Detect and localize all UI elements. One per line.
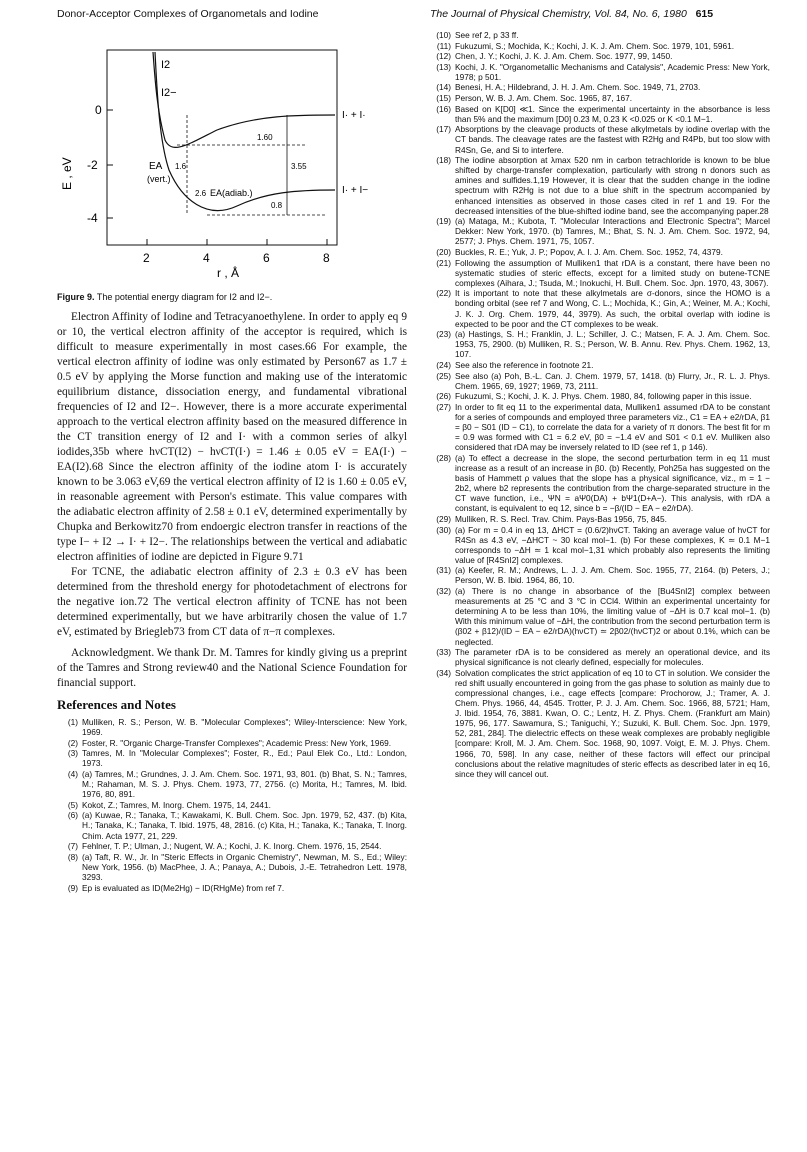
reference-text: Chen, J. Y.; Kochi, J. K. J. Am. Chem. Soc. 1977, 99, 1450. [455,51,673,62]
reference-item [430,586,770,647]
reference-number: (3) [67,748,78,759]
reference-number: (34) [436,667,451,678]
reference-item [430,360,770,370]
x-tick-label-4: 4 [203,251,210,265]
reference-item [57,717,407,737]
reference-text: (a) Keefer, R. M.; Andrews, L. J. J. Am. Chem. Soc. 1955, 77, 2164. (b) Peters, J.; Person, W. B. Ibid. 1964, 86, 10. [455,565,770,586]
left-column [57,30,407,893]
reference-text: See also (a) Poh, B.-L. Can. J. Chem. 1979, 57, 1418. (b) Flurry, Jr., R. L. J. Phys. Chem. 1965, 69, 1927; 1969, 73, 2111. [455,370,770,391]
reference-item [57,738,407,748]
reference-text: See ref 2, p 33 ff. [455,30,519,40]
reference-text: (a) Hastings, S. H.; Franklin, J. L.; Schiller, J. C.; Matsen, F. A. J. Am. Chem. Soc. 1953, 75, 2900. (b) Mulliken, R. S.; Person, W. B. Annu. Rev. Phys. Chem. 1962, 13, 107. [455,329,770,360]
reference-number: (29) [436,513,451,524]
reference-text: Based on K[D0] ≪1. Since the experimental uncertainty in the absorbance is less than 5% and the maximum [D0] 0.23 M, 0.23 K <0.025 or K <0.1 M−1. [455,103,770,124]
reference-text: Absorptions by the cleavage products of these alkylmetals by iodine overlap with the CT bands. The cleavage rates are the fastest with R2Hg and R4Pb, but too slow with R4Sn, Ge, and Si to interfere. [455,124,770,155]
reference-number: (10) [436,30,451,40]
reference-item [430,258,770,288]
reference-text: (a) For m = 0.4 in eq 13, ΔHCT = (0.6/2)hνCT. Taking an average value of hνCT for R4Sn as 4.3 eV, −ΔHCT ~ 30 kcal mol−1. (b) For these complexes, K ≃ 0.1 M−1 corresponds to −ΔH ≃ 1 kcal mol−1,31 which probably also represents the limiting value of [R4SnI2] complexes. [455,524,770,565]
reference-item [57,748,407,768]
value-160: 1.60 [257,133,273,142]
reference-text: It is important to note that these alkylmetals are σ-donors, since the HOMO is a bonding orbital (see ref 7 and Wong, C. L.; Mochida, K.; Gin, A.; Weiner, M. A.; Kochi, J. K. J. Org. Chem. 1979, 44, 3979). As such, the orbital overlap with iodine is expected to be poor and the CT complexes to be weak. [455,288,770,329]
reference-text: In order to fit eq 11 to the experimental data, Mulliken1 assumed rDA to be constant for a series of compounds and employed three parameters viz., C1 = EA + e2/rDA, β1 = β0 − S01 (ID − C1), to correlate the data for a variety of π donors. The best fit for m = 0.9 was formed with C1 = 6.2 eV, β0 = −1.4 eV and S01 < 0.1 eV. Mulliken also considered that rDA may be inversely related to ID (see ref 1, p 146). [455,401,770,453]
reference-item [430,104,770,124]
body-text [57,310,407,691]
reference-item [430,402,770,452]
reference-number: (24) [436,360,451,370]
curve-label-i2: I2 [161,59,171,71]
reference-item [430,30,770,40]
reference-item [430,93,770,103]
reference-number: (17) [436,124,451,135]
reference-item [430,51,770,61]
reference-number: (26) [436,391,451,402]
reference-number: (14) [436,82,451,93]
reference-number: (33) [436,647,451,658]
reference-text: Person, W. B. J. Am. Chem. Soc. 1965, 87, 167. [455,93,633,104]
reference-text: Benesi, H. A.; Hildebrand, J. H. J. Am. Chem. Soc. 1949, 71, 2703. [455,82,701,93]
paragraph-tcne: For TCNE, the adiabatic electron affinity of 2.3 ± 0.3 eV has been determined from the threshold energy for photodetachment of electrons for the negative ion.72 The vertical electron affinity of TCNE has not been determined experimentally, but we have arbitrarily chosen the value of 1.7 eV, estimated by Briegleb73 from CT data of π−π complexes. [57,566,407,638]
reference-number: (22) [436,288,451,299]
reference-number: (7) [67,841,78,852]
reference-item [430,247,770,257]
reference-number: (21) [436,257,451,268]
reference-text: Buckles, R. E.; Yuk, J. P.; Popov, A. I. J. Am. Chem. Soc. 1952, 74, 4379. [455,246,723,257]
reference-text: Solvation complicates the strict application of eq 10 to CT in solution. We consider the red shift usually encountered in going from the gas phase to solution as mainly due to compressional changes, i.e., cage effects [compare: Prochorow, J.; Tramer, A. J. Chem. Phys. 1966, 44, 4545. Trotter, P. J. J. Am. Chem. Soc. 1966, 88, 5721; Ham, J. Ibid. 1954, 76, 3881. Kwan, O. C.; Lentz, H. Z. Phys. Chem. (Frankfurt am Main) 1975, 96, 177. Sawamura, S.; Taniguchi, Y.; Suzuki, K. Bull. Chem. Soc. Jpn. 1979, 52, 281, 284]. The dielectric effects on these weak complexes are probably negligible [compare: Kroll, M. J. Am. Chem. Soc. 1968, 90, 1097. Voigt, E. M. J. Phys. Chem. 1966, 70, 598]. In any case, neither of these factors will effect our principal conclusions about the relative magnitudes of steric effects as described later in eq 16, since they will cancel out. [455,667,770,779]
reference-text: Fukuzumi, S.; Kochi, J. K. J. Phys. Chem. 1980, 84, following paper in this issue. [455,391,752,402]
y-axis-label: E , eV [60,157,74,190]
figure-9 [57,30,407,290]
journal-citation: The Journal of Physical Chemistry, Vol. 84, No. 6, 1980 [430,8,687,20]
reference-item [430,647,770,667]
reference-item [57,852,407,882]
reference-text: Fukuzumi, S.; Mochida, K.; Kochi, J. K. J. Am. Chem. Soc. 1979, 101, 5961. [455,40,734,51]
asymptote-label-neutral: I· + I· [342,110,366,121]
reference-text: The iodine absorption at λmax 520 nm in carbon tetrachloride is known to be blue shifted by charge-transfer complexation, particularly with strong n donors such as amines and sulfides.1,19 However, it is clear that the sudden change in the iodine spectrum with R2Hg is not due to a blue shift in the spectrum accompanied by enhanced intensities as observed in those cases cited in ref 1 and 19. For the decreased intensities of the blue-shifted iodine band, see the accompanying paper.28 [455,155,770,216]
reference-item [430,391,770,401]
reference-item [430,565,770,585]
reference-item [57,800,407,810]
reference-item [430,82,770,92]
reference-text: Kokot, Z.; Tamres, M. Inorg. Chem. 1975, 14, 2441. [82,799,271,810]
reference-text: Kochi, J. K. "Organometallic Mechanisms and Catalysis", Academic Press: New York, 1978; p 501. [455,61,770,82]
reference-item [430,288,770,328]
reference-text: Mulliken, R. S. Recl. Trav. Chim. Pays-Bas 1956, 75, 845. [455,513,667,524]
reference-number: (1) [67,717,78,727]
reference-text: Following the assumption of Mulliken1 that rDA is a constant, there have been no systematic studies of steric effects, except for a limited study on butene-TCNE complexes (Aihara, J.; Tsuda, M.; Inokuchi, H. Bull. Chem. Soc. Jpn. 1970, 43, 3067). [455,257,770,288]
reference-text: (a) To effect a decrease in the slope, the second perturbation term in eq 11 must increase as a result of an increase in β0. (b) Recently, Poh25a has suggested on the basis of Hammett ρ values that the slope has a physical significance, viz., m = 1 − 2b2, where b2 represents the contribution from the charge-separated structure in the CT wave function, i.e., ΨN = aΨ0(DA) + bΨ1(D+A−). This analysis, with rDA a constant, is equivalent to eq 12, since b = −β/(ID − EA − e2/rDA). [455,452,770,514]
reference-number: (13) [436,61,451,72]
reference-item [430,155,770,216]
reference-text: (a) Tamres, M.; Grundnes, J. J. Am. Chem. Soc. 1971, 93, 801. (b) Bhat, S. N.; Tamres, M.; Rahaman, M. S. J. Phys. Chem. 1973, 77, 2756. (c) Morita, H.; Tamres, M. Ibid. 1976, 80, 891. [82,768,407,800]
reference-item [430,124,770,154]
x-axis-label: r , Å [217,266,240,280]
reference-number: (4) [67,768,78,779]
reference-item [430,371,770,391]
reference-item [430,453,770,514]
value-08: 0.8 [271,201,283,210]
references-list-right [430,30,770,779]
reference-number: (31) [436,565,451,576]
reference-item [57,841,407,851]
reference-number: (32) [436,586,451,597]
references-list-left [57,717,407,893]
reference-number: (15) [436,93,451,104]
x-tick-label-2: 2 [143,251,150,265]
i2-anion-curve [155,52,335,211]
x-tick-label-8: 8 [323,251,330,265]
reference-text: See also the reference in footnote 21. [455,360,594,370]
reference-item [57,769,407,799]
reference-number: (2) [67,737,78,748]
reference-text: Ep is evaluated as ID(Me2Hg) − ID(RHgMe) from ref 7. [82,882,285,893]
reference-number: (6) [67,810,78,821]
references-title: References and Notes [57,697,176,712]
reference-number: (28) [436,452,451,463]
reference-number: (27) [436,401,451,412]
reference-text: The parameter rDA is to be considered as merely an operational device, and its physical significance is not clearly defined, especially for molecules. [455,647,770,668]
reference-text: Tamres, M. In "Molecular Complexes"; Foster, R., Ed.; Paul Elek Co., Ltd.: London, 1973. [82,748,407,769]
reference-number: (16) [436,103,451,114]
reference-text: Mulliken, R. S.; Person, W. B. "Molecular Complexes"; Wiley-Interscience: New York, 1969. [82,717,407,738]
reference-number: (11) [436,40,451,51]
reference-number: (18) [436,155,451,166]
reference-number: (9) [67,882,78,893]
reference-item [57,810,407,840]
reference-item [430,216,770,246]
reference-item [430,41,770,51]
value-355: 3.55 [291,162,307,171]
figure-caption-label: Figure 9. [57,292,95,302]
running-header-left: Donor-Acceptor Complexes of Organometals and Iodine [57,8,319,20]
running-header-right [430,8,713,20]
potential-energy-diagram [57,30,407,280]
value-16: 1.6 [175,162,187,171]
reference-number: (23) [436,329,451,340]
figure-caption-text: The potential energy diagram for I2 and I2−. [96,292,273,302]
reference-item [430,62,770,82]
x-tick-label-6: 6 [263,251,270,265]
reference-item [430,525,770,565]
value-26: 2.6 [195,189,207,198]
i2-curve [153,52,335,147]
y-tick-label-minus2: -2 [87,158,98,172]
paragraph-electron-affinity: Electron Affinity of Iodine and Tetracyanoethylene. In order to apply eq 9 or 10, the vertical electron affinity of the acceptor is required, which is difficult to measure experimentally in most cases.66 For example, the vertical electron affinity of iodine was only estimated by Person67 as 1.7 ± 0.5 eV by applying the Morse function and making use of the interatomic equilibrium distance, dissociation energy, and fundamental vibrational frequencies of I2 and I2−. However, there is a more accurate experimental approach to the vertical electron affinity based on the measured difference in the CT transition energy of I2 and I· with a common series of alkyl iodides,35b where hνCT(I2) − hνCT(I·) = 1.46 ± 0.05 eV = EA(I·) − EA(I2).68 Since the electron affinity of the iodine atom I· is accurately known to be 3.063 eV,69 the vertical electron affinity of I2 is 1.60 ± 0.05 eV, in reasonable agreement with Person's estimate. This value compares with the adiabatic electron affinity of 2.58 ± 0.1 eV, determined experimentally by Chupka and Berkowitz70 from endoergic electron transfer in reactions of the type I− + I2 → I· + I2−. The relationships between the vertical and adiabatic electron affinities of iodine are depicted in Figure 9.71 [57,311,407,563]
reference-text: (a) Kuwae, R.; Tanaka, T.; Kawakami, K. Bull. Chem. Soc. Jpn. 1979, 52, 437. (b) Kita, H.; Tanaka, K.; Tanaka, T. Ibid. 1975, 48, 2816. (c) Kita, H.; Tanaka, K.; Tanaka, T. Inorg. Chim. Acta 1977, 21, 229. [82,810,407,841]
ea-vert-sub-label: (vert.) [147,174,171,184]
reference-text: (a) Mataga, M.; Kubota, T. "Molecular Interactions and Electronic Spectra"; Marcel Dekker: New York, 1970. (b) Tamres, M.; Bhat, S. N. J. Am. Chem. Soc. 1972, 94, 2577; J. Phys. Chem. 1971, 75, 1057. [455,216,770,247]
reference-text: Fehlner, T. P.; Ulman, J.; Nugent, W. A.; Kochi, J. K. Inorg. Chem. 1976, 15, 2544. [82,841,382,852]
asymptote-label-anion: I· + I− [342,185,369,196]
y-tick-label-minus4: -4 [87,211,98,225]
reference-number: (20) [436,246,451,257]
reference-number: (8) [67,851,78,862]
curve-label-i2minus: I2− [161,87,177,99]
y-tick-label-0: 0 [95,103,102,117]
reference-item [57,883,407,893]
ea-adiab-label: EA(adiab.) [210,188,253,198]
reference-number: (12) [436,51,451,62]
reference-item [430,514,770,524]
figure-caption [57,292,407,302]
right-column [430,30,770,779]
reference-text: (a) Taft, R. W., Jr. In "Steric Effects in Organic Chemistry", Newman, M. S., Ed.; Wiley: New York, 1956. (b) MacPhee, J. A.; Panaya, A.; Dubois, J.-E. Tetrahedron Lett. 1978, 3293. [82,851,407,882]
reference-number: (25) [436,370,451,381]
reference-item [430,668,770,779]
paragraph-acknowledgment: Acknowledgment. We thank Dr. M. Tamres for kindly giving us a preprint of the Tamres and Strong review40 and the National Science Foundation for financial support. [57,647,407,689]
reference-text: (a) There is no change in absorbance of the [Bu4SnI2] complex between measurements at 25 °C and 3 °C in CCl4. Within an experimental uncertainty for determining A to be less than 10%, the limiting value of −ΔH is 0.7 kcal mol−1. (b) With this minimum value of −ΔH, the contribution from the second perturbation term is (β02 + β12)/(ID − EA − e2/rDA)(hνCT) ≃ 2β02/(hνCT)2 or about 0.1%, which can be neglected. [455,586,770,647]
reference-number: (5) [67,799,78,810]
reference-text: Foster, R. "Organic Charge-Transfer Complexes"; Academic Press: New York, 1969. [82,737,392,748]
plot-frame [107,50,337,245]
ea-vert-label: EA [149,161,163,172]
page-number: 615 [695,8,714,20]
reference-item [430,329,770,359]
reference-number: (19) [436,216,451,227]
reference-number: (30) [436,524,451,535]
